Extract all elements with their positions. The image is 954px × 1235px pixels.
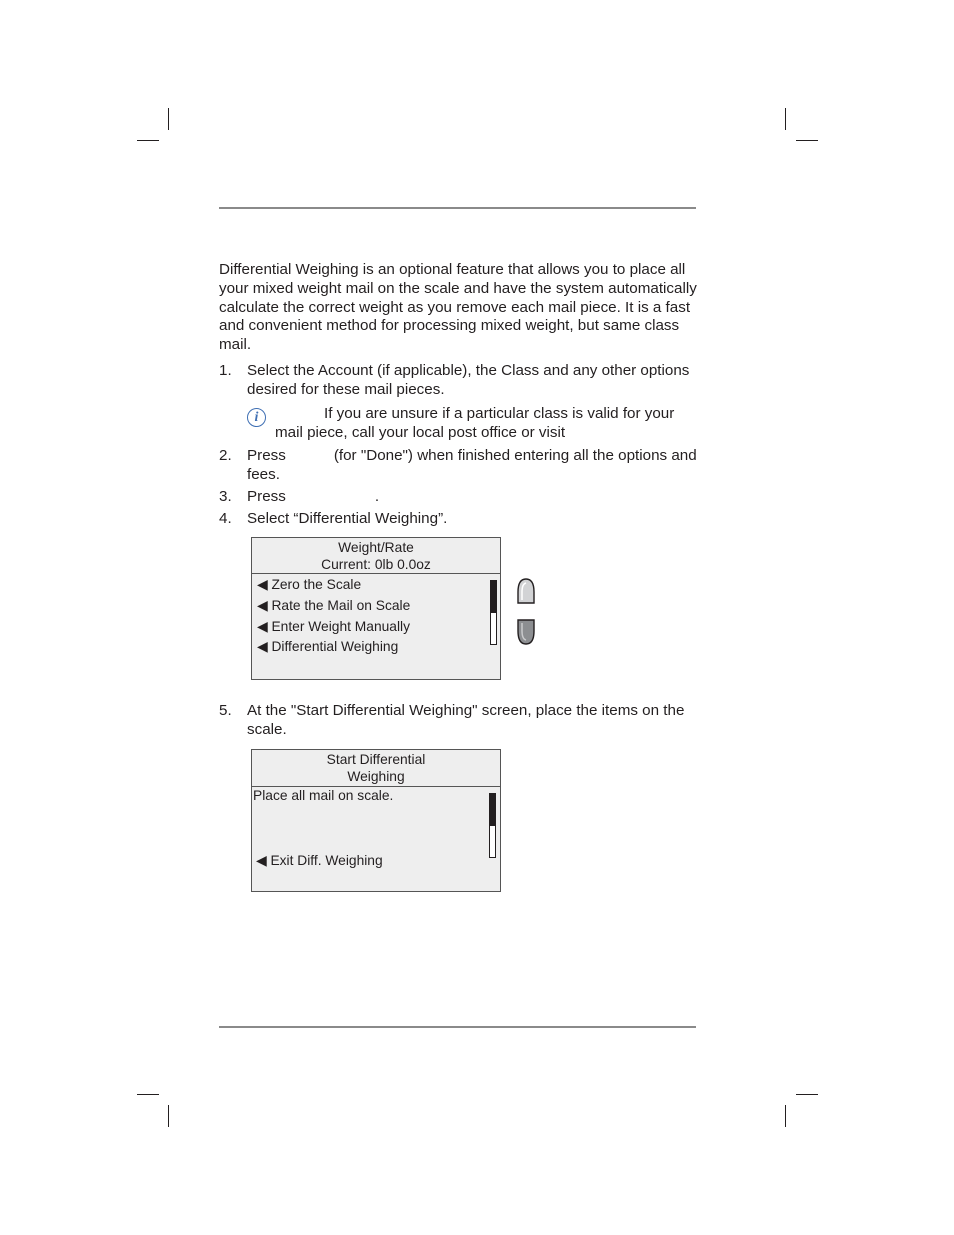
screen-body <box>252 787 500 890</box>
screen-header <box>252 750 500 787</box>
screen-header <box>252 538 500 574</box>
step-text <box>247 447 699 485</box>
scrollbar-thumb[interactable] <box>490 794 495 826</box>
crop-mark <box>168 108 169 130</box>
step-number: 4. <box>219 510 232 527</box>
start-differential-weighing-screen <box>251 749 501 892</box>
step-number: 5. <box>219 702 232 719</box>
step-text-post: . <box>374 488 380 505</box>
crop-mark <box>796 140 818 141</box>
step-number: 1. <box>219 362 232 379</box>
screen-title-line-1: Start Differential <box>326 752 426 767</box>
step-text: Select the Account (if applicable), the Class and any other options desired for these mail pieces. <box>247 362 690 398</box>
crop-mark <box>168 1105 169 1127</box>
step-text: Select “Differential Weighing”. <box>247 510 448 527</box>
current-weight: Current: 0lb 0.0oz <box>321 557 431 572</box>
header-rule <box>219 207 696 209</box>
crop-mark <box>785 108 786 130</box>
step-text-pre: Press <box>247 488 286 505</box>
crop-mark <box>137 1094 159 1095</box>
note-line-2: mail piece, call your local post office or visit <box>275 424 566 441</box>
step-text: At the "Start Differential Weighing" screen, place the items on the scale. <box>247 702 685 738</box>
note-line-1: If you are unsure if a particular class is valid for your <box>324 405 675 422</box>
crop-mark <box>796 1094 818 1095</box>
menu-item-differential-weighing[interactable]: ◀ Differential Weighing <box>257 639 399 654</box>
crop-mark <box>785 1105 786 1127</box>
scrollbar[interactable] <box>490 580 497 645</box>
scrollbar[interactable] <box>489 793 496 858</box>
step-text-post: (for "Done") when finished entering all the options and fees. <box>247 447 697 483</box>
screen-message: Place all mail on scale. <box>253 788 394 803</box>
weight-rate-screen <box>251 537 501 680</box>
arrow-down-button-icon[interactable] <box>517 619 535 645</box>
menu-item-zero-scale[interactable]: ◀ Zero the Scale <box>257 577 362 592</box>
menu-item-exit-diff-weighing[interactable]: ◀ Exit Diff. Weighing <box>256 853 383 868</box>
info-icon: i <box>247 408 266 427</box>
footer-rule <box>219 1026 696 1028</box>
menu-item-enter-weight[interactable]: ◀ Enter Weight Manually <box>257 619 410 634</box>
step-text-pre: Press <box>247 447 286 464</box>
screen-body <box>252 574 500 678</box>
crop-mark <box>137 140 159 141</box>
step-text <box>247 488 699 507</box>
arrow-up-button-icon[interactable] <box>517 578 535 604</box>
screen-title-line-2: Weighing <box>347 769 405 784</box>
intro-paragraph: Differential Weighing is an optional feature that allows you to place all your mixed weight mail on the scale and have the system automatically calculate the correct weight as you remove each mail piece. It is a fast and convenient method for processing mixed weight, but same class mail. <box>219 261 697 354</box>
menu-item-rate-mail[interactable]: ◀ Rate the Mail on Scale <box>257 598 411 613</box>
scrollbar-thumb[interactable] <box>491 581 496 613</box>
step-number: 2. <box>219 447 232 464</box>
step-number: 3. <box>219 488 232 505</box>
screen-title: Weight/Rate <box>338 540 414 555</box>
